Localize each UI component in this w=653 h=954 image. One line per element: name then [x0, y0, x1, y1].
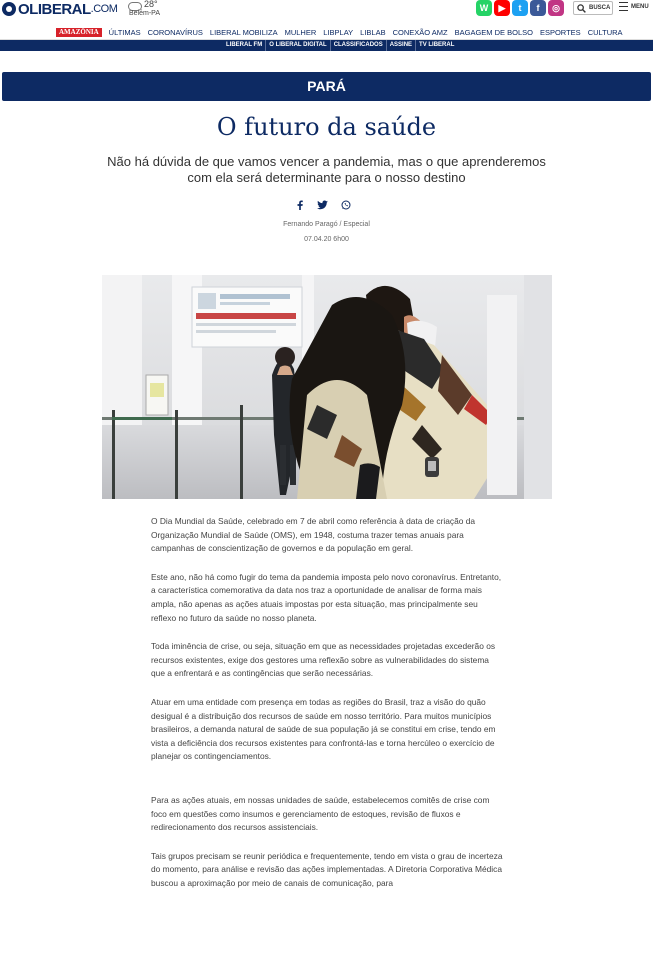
- article-paragraph: Para as ações atuais, em nossas unidades de saúde, estabelecemos comitês de crise com foco em questões como insumos e gerenciamento de estoques, revisão de fluxos e redirecionamento dos recursos assistenciais.: [151, 794, 490, 833]
- article-subtitle: Não há dúvida de que vamos vencer a pandemia, mas o que aprenderemos com ela será determinante para o nosso destino: [107, 154, 546, 185]
- site-logo[interactable]: [2, 0, 117, 18]
- whatsapp-icon[interactable]: W: [476, 0, 492, 16]
- article-paragraph: Toda iminência de crise, ou seja, situação em que as necessidades projetadas excederão os recursos existentes, exige dos gestores uma reflexão sobre as vulnerabilidades do sistema que a enfrentará e as contingências que serão necessárias.: [151, 641, 496, 679]
- article-date: 07.04.20 6h00: [304, 236, 349, 243]
- secondary-nav: [0, 40, 653, 51]
- nav-item-liberal-mobiliza[interactable]: LIBERAL MOBILIZA: [209, 28, 278, 37]
- nav-item-coronavirus[interactable]: CORONAVÍRUS: [147, 28, 203, 37]
- logo-suffix: .COM: [90, 3, 118, 15]
- nav-item-liberal-fm[interactable]: LIBERAL FM: [223, 40, 266, 51]
- youtube-icon[interactable]: ▶: [494, 0, 510, 16]
- search-label: BUSCA: [589, 5, 611, 11]
- nav-item-conexao-amz[interactable]: CONEXÃO AMZ: [392, 28, 448, 37]
- nav-item-cultura[interactable]: CULTURA: [587, 28, 623, 37]
- twitter-icon[interactable]: t: [512, 0, 528, 16]
- section-banner[interactable]: PARÁ: [2, 72, 651, 101]
- twitter-share-icon[interactable]: [317, 200, 328, 210]
- nav-item-bagagem-de-bolso[interactable]: BAGAGEM DE BOLSO: [454, 28, 533, 37]
- article-paragraph: Tais grupos precisam se reunir periódica e frequentemente, tendo em vista o grau de incerteza do momento, para análise e revisão das ações implementadas. A Diretoria Corporativa Médica buscou a aproximação por meio de canais de comunicação, para: [151, 850, 503, 888]
- instagram-icon[interactable]: ◎: [548, 0, 564, 16]
- nav-item-libplay[interactable]: LIBPLAY: [323, 28, 354, 37]
- whatsapp-share-icon[interactable]: [341, 200, 351, 210]
- share-bar: [296, 200, 351, 210]
- social-links: [476, 0, 564, 16]
- article-photo: [102, 275, 552, 499]
- weather-city: Belém-PA: [129, 10, 160, 17]
- article-paragraph: O Dia Mundial da Saúde, celebrado em 7 de abril como referência à data de criação da Organização Mundial de Saúde (OMS), em 1948, costuma trazer temas anuais para campanhas de conscientização de governos e da população em geral.: [151, 516, 476, 554]
- search-icon: [577, 4, 586, 13]
- nav-item-assine[interactable]: ASSINE: [387, 40, 416, 51]
- nav-item-oliberal-digital[interactable]: O LIBERAL DIGITAL: [266, 40, 330, 51]
- nav-item-esportes[interactable]: ESPORTES: [539, 28, 581, 37]
- facebook-share-icon[interactable]: [296, 200, 304, 210]
- logo-text: OLIBERAL: [18, 0, 91, 18]
- weather-temp: 28°: [144, 0, 158, 9]
- article-paragraph: Este ano, não há como fugir do tema da pandemia imposta pelo novo coronavírus. Entretanto, a característica comemorativa da data nos traz a oportunidade de analisar de forma mais ampla, não apenas as ações atuais impostas por esta situação, mas principalmente seu reflexo no futuro da saúde no nosso planeta.: [151, 571, 502, 623]
- primary-nav: [0, 28, 653, 40]
- nav-item-ultimas[interactable]: ÚLTIMAS: [108, 28, 141, 37]
- logo-mark-icon: [2, 2, 16, 16]
- nav-item-liblab[interactable]: LIBLAB: [360, 28, 386, 37]
- article-title: O futuro da saúde: [216, 113, 437, 141]
- photo-illustration: [102, 275, 552, 499]
- nav-item-tv-liberal[interactable]: TV LIBERAL: [419, 42, 455, 48]
- search-button[interactable]: [573, 1, 613, 15]
- menu-button[interactable]: [619, 2, 649, 11]
- amazonia-badge[interactable]: AMAZÔNIA: [56, 28, 102, 37]
- nav-item-classificados[interactable]: CLASSIFICADOS: [331, 40, 387, 51]
- article-author: Fernando Paragó / Especial: [283, 221, 370, 228]
- hamburger-icon: [619, 2, 628, 11]
- article-body: [151, 515, 503, 905]
- top-bar: [0, 0, 653, 20]
- article-paragraph: Atuar em uma entidade com presença em todas as regiões do Brasil, traz a visão do quão desigual é a distribuição dos recursos de saúde em nosso território. Para muitos municípios brasileiros, a demanda natural de saúde de sua população já se constitui em crise, tendo em vista a deficiência dos recursos existentes para confrontá-las e torna hercúleo o exercício de planejar os contingenciamentos.: [151, 696, 496, 762]
- nav-item-mulher[interactable]: MULHER: [284, 28, 317, 37]
- menu-label: MENU: [631, 3, 649, 10]
- facebook-icon[interactable]: f: [530, 0, 546, 16]
